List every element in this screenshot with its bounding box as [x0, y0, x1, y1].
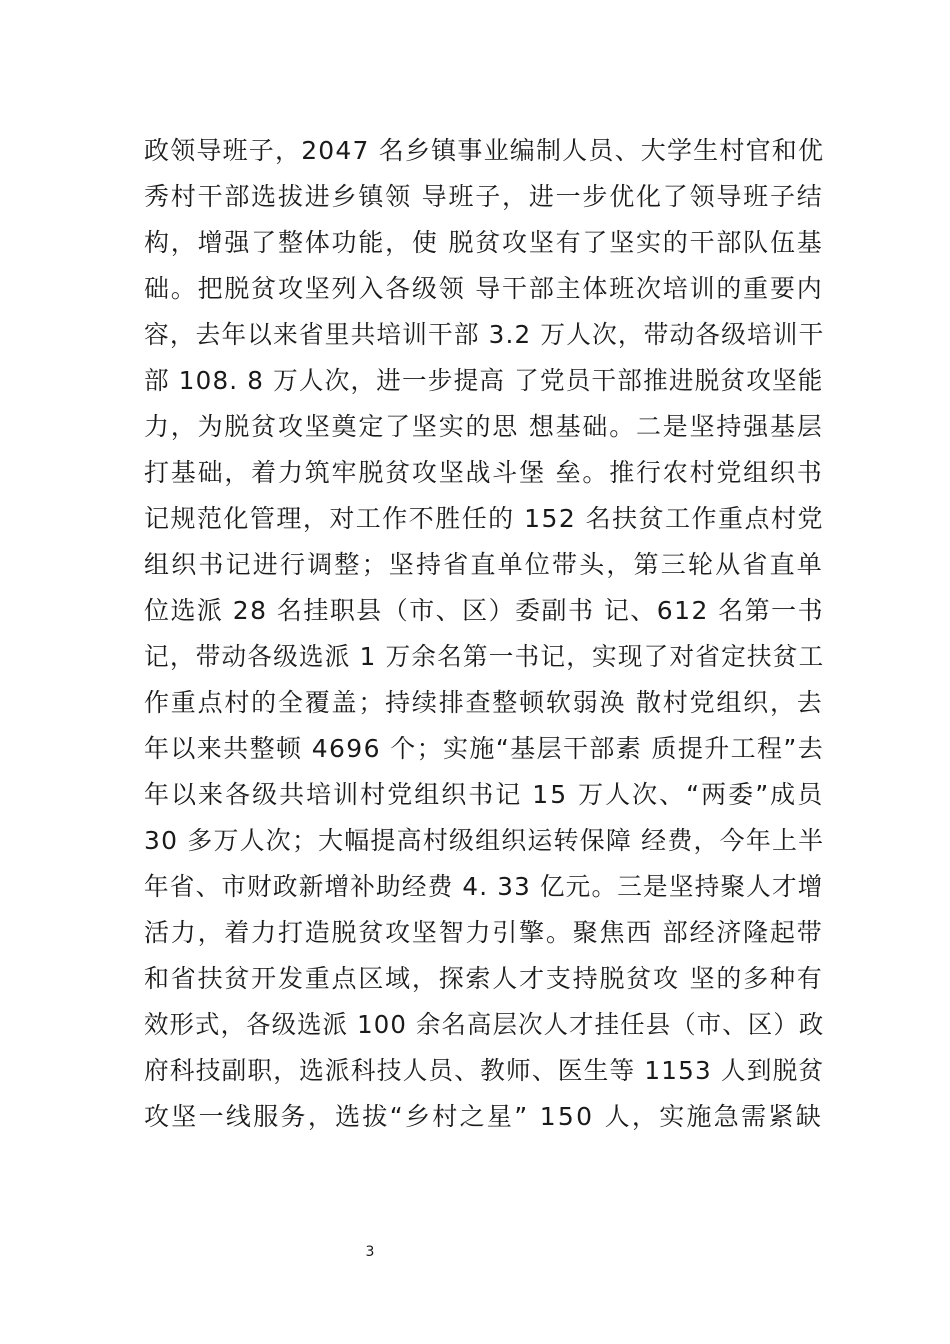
text-line: 力，为脱贫攻坚奠定了坚实的思 想基础。二是坚持强基层: [144, 412, 824, 441]
text-line: 组织书记进行调整；坚持省直单位带头，第三轮从省直单: [144, 550, 825, 579]
text-line: 和省扶贫开发重点区域，探索人才支持脱贫攻 坚的多种有: [144, 964, 824, 993]
text-line: 容，去年以来省里共培训干部 3.2 万人次，带动各级培训干: [144, 320, 825, 349]
text-line: 年以来共整顿 4696 个；实施“基层干部素 质提升工程”去: [144, 734, 825, 763]
text-line: 30 多万人次；大幅提高村级组织运转保障 经费，今年上半: [144, 826, 825, 855]
text-line: 部 108. 8 万人次，进一步提高 了党员干部推进脱贫攻坚能: [144, 366, 824, 395]
text-line: 位选派 28 名挂职县（市、区）委副书 记、612 名第一书: [144, 596, 825, 625]
text-line: 础。把脱贫攻坚列入各级领 导干部主体班次培训的重要内: [144, 274, 824, 303]
page-number: 3: [365, 1244, 375, 1260]
text-line: 记规范化管理，对工作不胜任的 152 名扶贫工作重点村党: [144, 504, 824, 533]
text-line: 记，带动各级选派 1 万余名第一书记，实现了对省定扶贫工: [144, 642, 825, 671]
text-line: 府科技副职，选派科技人员、教师、医生等 1153 人到脱贫: [144, 1056, 825, 1085]
text-line: 活力，着力打造脱贫攻坚智力引擎。聚焦西 部经济隆起带: [144, 918, 824, 947]
text-line: 年省、市财政新增补助经费 4. 33 亿元。三是坚持聚人才增: [144, 872, 824, 901]
text-line: 攻坚一线服务，选拔“乡村之星” 150 人，实施急需紧缺: [144, 1102, 824, 1131]
text-line: 构，增强了整体功能，使 脱贫攻坚有了坚实的干部队伍基: [144, 228, 824, 257]
text-line: 打基础，着力筑牢脱贫攻坚战斗堡 垒。推行农村党组织书: [144, 458, 824, 487]
text-line: 作重点村的全覆盖；持续排查整顿软弱涣 散村党组织，去: [144, 688, 824, 717]
text-line: 效形式，各级选派 100 余名高层次人才挂任县（市、区）政: [144, 1010, 825, 1039]
text-line: 秀村干部选拔进乡镇领 导班子，进一步优化了领导班子结: [144, 182, 824, 211]
text-line: 年以来各级共培训村党组织书记 15 万人次、“两委”成员: [144, 780, 825, 809]
text-line: 政领导班子，2047 名乡镇事业编制人员、大学生村官和优: [144, 136, 825, 165]
